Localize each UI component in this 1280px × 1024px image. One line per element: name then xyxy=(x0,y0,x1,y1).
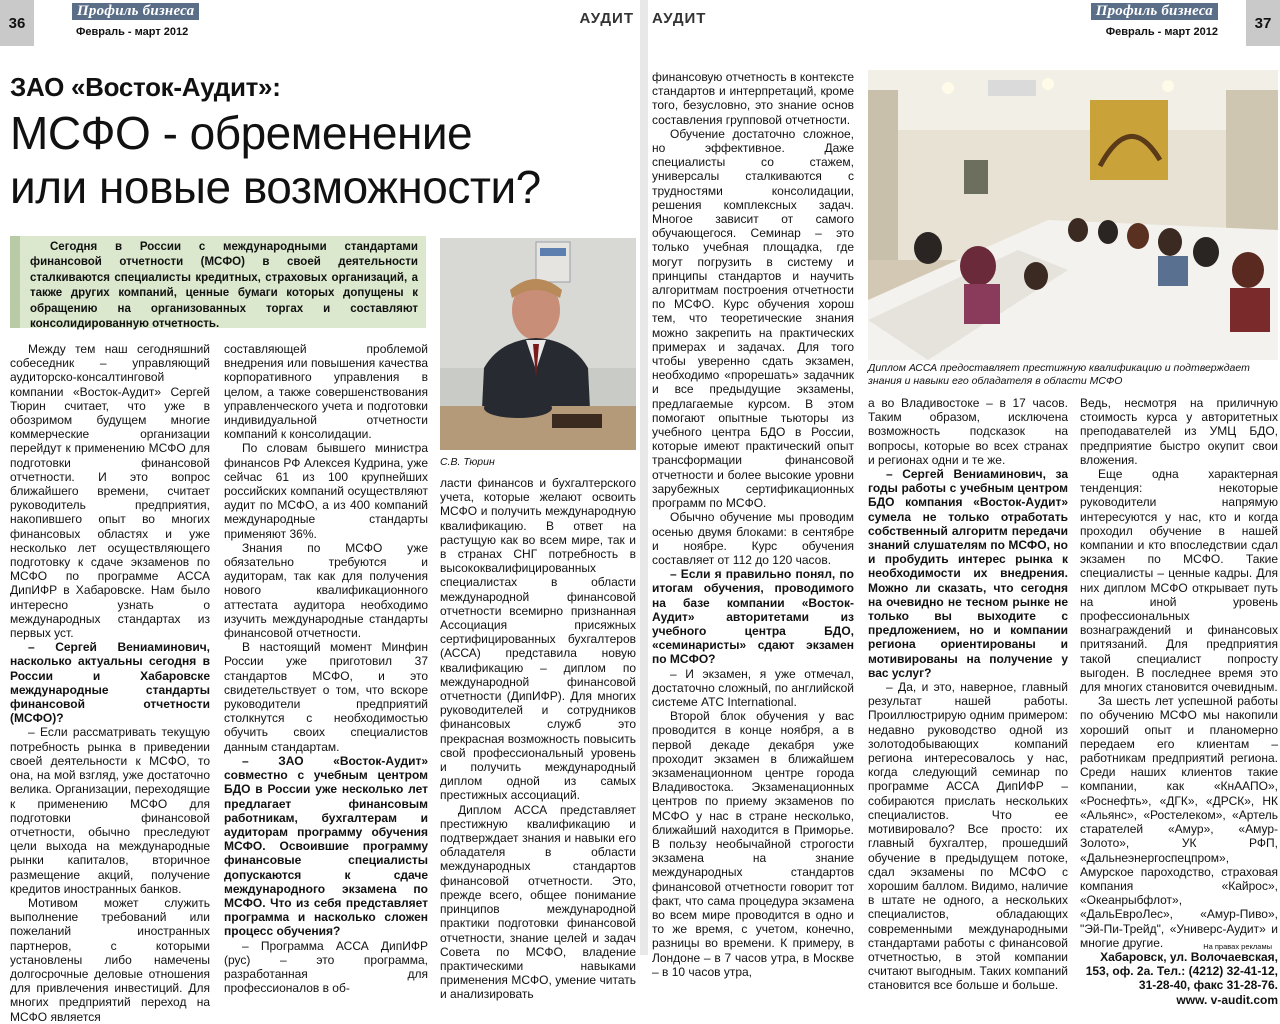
page-gutter xyxy=(640,0,648,955)
column-5 xyxy=(868,396,1068,993)
headline-line-2: или новые возможности? xyxy=(10,161,541,213)
paragraph: Обучение достаточно сложное, но эффективное. Даже специалисты со стажем, универсалы сталкиваются с трудностями консолидации, решения комплексных задач. Многое зависит от самого обучающегося. Семинар – это только учебная площадка, где могут погрузить в систему и принципы стандартов и научить алгоритмам построения отчетности по МСФО. Курс обучения хорош тем, что теоретические знания можно закрепить на практических примерах и задачах. Для того чтобы уверенно сдать экзамен, необходимо «прорешать» задачник и все предыдущие экзамены, предлагаемые курсом. В этом помогают опытные тьюторы из учебного центра БДО в России, которые имеют практический опыт трансформации финансовой отчетности и более высокие уровни зарубежных сертификационных программ по МСФО. xyxy=(652,126,854,511)
issue-date-right: Февраль - март 2012 xyxy=(1105,26,1218,38)
interview-question: – Сергей Вениаминович, за годы работы с учебным центром БДО компания «Восток-Аудит» сумела не только отработать собственный алгоритм передачи знаний слушателям по МСФО, но и пробудить интерес рынка к необходимости их внедрения. Можно ли сказать, что сегодня на очевидно не тесном рынке не только вы выходите с предложением, но и компании региона ориентированы и мотивированы на получение у вас услуг? xyxy=(868,467,1068,680)
interview-question: – ЗАО «Восток-Аудит» совместно с учебным центром БДО в России уже несколько лет предлагает финансовым работникам, бухгалтерам и аудиторам программу обучения МСФО. Освоившие программу финансовые специалисты допускаются к сдаче международного экзамена по МСФО. Что из себя представляет программа и насколько сложен процесс обучения? xyxy=(224,753,428,939)
paragraph: – Программа АССА ДипИФР (рус) – это программа, разработанная для профессионалов в об- xyxy=(224,938,428,996)
paragraph: ласти финансов и бухгалтерского учета, которые желают освоить МСФО и получить международную квалификацию. В ответ на растущую как во всем мире, так и в странах СНГ потребность в высококвалифицированных специалистах в области международной финансовой отчетности всемирно признанная Ассоциация присяжных сертифицированных бухгалтеров (АССА) представила новую квалификацию – диплом по международной финансовой отчетности (ДипИФР). Для многих руководителей и сотрудников финансовых служб это прекрасная возможность повысить свой профессиональный уровень и получить международный диплом одной из самых престижных ассоциаций. xyxy=(440,476,636,803)
left-page-number: 36 xyxy=(0,0,34,46)
paragraph: Обычно обучение мы проводим осенью двумя блоками: в сентябре и ноябре. Курс обучения составляет от 112 до 120 часов. xyxy=(652,510,854,567)
contact-website[interactable]: www. v-audit.com xyxy=(1176,992,1278,1007)
column-3 xyxy=(440,476,636,1002)
paragraph: Диплом АССА представляет престижную квалификацию и подтверждает знания и навыки его обладателя в области международных стандартов финансовой отчетности. Это, прежде всего, общее понимание принципов международной практики подготовки финансовой отчетности, знание целей и задач Совета по МСФО, владение практическими навыками применения МСФО, умение читать и анализировать xyxy=(440,802,636,1002)
paragraph: – Если рассматривать текущую потребность рынка в приведении своей деятельности к МСФО, то она, на мой взгляд, уже достаточно велика. Организации, переходящие к применению МСФО для подготовки финансовой отчетности, обычно преследуют цели выхода на международные рынки капиталов, вторичное размещение акций, получение кредитов иностранных банков. xyxy=(10,725,210,896)
column-2 xyxy=(224,342,428,996)
paragraph: – Да, и это, наверное, главный результат нашей работы. Проиллюстрирую одним примером: недавно руководство одной из золотодобывающих компаний региона интересовалось у нас, когда следующий семинар по программе АССА ДипИФР – собираются прислать нескольких специалистов. Что ее мотивировало? Все просто: их главный бухгалтер, прошедший обучение в предыдущем потоке, сдал экзамены по МСФО с хорошим баллом. Видимо, наличие в штате не одного, а нескольких специалистов, обладающих современными международными стандартами работы с финансовой отчетностью, в этой компании считают выгодным. Таких компаний становится все больше и больше. xyxy=(868,680,1068,993)
classroom-illustration xyxy=(868,70,1278,360)
contact-address: Хабаровск, ул. Волочаевская, xyxy=(1100,949,1278,964)
interview-question: – Сергей Вениаминович, насколько актуальны сегодня в России и Хабаровске международные стандарты финансовой отчетности (МСФО)? xyxy=(10,640,210,726)
right-page xyxy=(648,0,1280,1007)
paragraph: В настоящий момент Минфин России уже приготовил 37 стандартов МСФО, и это свидетельствует о том, что вскоре руководители предприятий столкнутся с необходимостью обучить своих специалистов данным стандартам. xyxy=(224,640,428,754)
paragraph: – И экзамен, я уже отмечал, достаточно сложный, по английской системе АТС International. xyxy=(652,666,854,709)
paragraph: Между тем наш сегодняшний собеседник – управляющий аудиторско-консалтинговой компании «Восток-Аудит» Сергей Тюрин считает, что уже в обозримом будущем многие коммерческие организации перейдут к применению МСФО для подготовки финансовой отчетности. И это вопрос ближайшего времени, считает руководитель предприятия, накопившего опыт во многих финансовых областях и уже несколько лет осуществляющего подготовку к сдаче экзаменов по МСФО по программе АССА ДипИФР в Хабаровске. Нам было интересно узнать о международных стандартах из первых уст. xyxy=(10,342,210,641)
company-contacts xyxy=(1080,950,1278,1007)
classroom-caption: Диплом АССА предоставляет престижную квалификацию и подтверждает знания и навыки его обладателя в области МСФО xyxy=(868,362,1250,387)
paragraph: Знания по МСФО уже обязательно требуются и аудиторам, так как для получения нового квалификационного аттестата аудитора необходимо изучить международные стандарты финансовой отчетности. xyxy=(224,540,428,641)
brand-logo-right: Профиль бизнеса xyxy=(1091,3,1218,20)
brand-logo-left: Профиль бизнеса xyxy=(72,3,199,20)
advertising-note: На правах рекламы xyxy=(1203,942,1272,951)
article-headline xyxy=(10,106,541,214)
paragraph: а во Владивостоке – в 17 часов. Таким образом, исключена возможность подсказок на вопросы, которые во всех странах и регионах одни и те же. xyxy=(868,396,1068,467)
classroom-photo xyxy=(868,70,1278,360)
paragraph: Еще одна характерная тенденция: некоторые руководители напрямую интересуются у нас, кто и когда проходил обучение в нашей компании и кто впоследствии сдал экзамен по МСФО. Такие специалисты – ценные кадры. Для них диплом МСФО открывает путь на иной уровень профессиональных вознаграждений и финансовых притязаний. Для предприятия такой специалист попросту выгоден. В последнее время это для многих становится очевидным. xyxy=(1080,467,1278,695)
paragraph: составляющей проблемой внедрения или повышения качества корпоративного управления в целом, а также совершенствования управленческого учета и подготовки индивидуальной отчетности компаний к консолидации. xyxy=(224,342,428,442)
paragraph: Второй блок обучения у вас проводится в конце ноября, а в первой декаде декабря уже проходит экзамен в ближайшем экзаменационном центре города Владивостока. Экзаменационных центров по приему экзаменов по МСФО у нас в стране несколько, ближайший находится в Приморье. В пользу необычайной строгости экзамена на знание международных стандартов финансовой отчетности говорит тот факт, что сама процедура экзамена во всем мире проводится в одно и то же время, с учетом, конечно, разницы во времени. К примеру, в Лондоне – в 7 часов утра, в Москве – в 10 часов утра, xyxy=(652,709,854,979)
contact-phones-fax: 31-28-40, факс 31-28-76. xyxy=(1138,978,1278,993)
section-label-right: АУДИТ xyxy=(652,10,707,27)
headline-line-1: МСФО - обременение xyxy=(10,107,473,159)
portrait-photo xyxy=(440,238,636,450)
paragraph: финансовую отчетность в контексте стандартов и интерпретаций, кроме того, безусловно, это знание основ составления групповой отчетности. xyxy=(652,70,854,127)
column-4 xyxy=(652,70,854,979)
contact-phones: 153, оф. 2а. Тел.: (4212) 32-41-12, xyxy=(1085,964,1278,979)
column-1 xyxy=(10,342,210,1024)
issue-date-left: Февраль - март 2012 xyxy=(76,26,189,38)
portrait-caption: С.В. Тюрин xyxy=(440,456,495,468)
lead-paragraph: Сегодня в России с международными стандартами финансовой отчетности (МСФО) в своей деятельности сталкиваются специалисты кредитных, страховых организаций, а также других компаний, ценные бумаги которых допущены к обращению на организованных торгах и составляют консолидированную отчетность. xyxy=(10,236,426,328)
interview-question: – Если я правильно понял, по итогам обучения, проводимого на базе компании «Восток-Аудит» авторитетами из учебного центра БДО, «семинаристы» сдают экзамен по МСФО? xyxy=(652,567,854,667)
section-label-left: АУДИТ xyxy=(579,10,634,27)
right-page-number: 37 xyxy=(1246,0,1280,46)
paragraph: Мотивом может служить выполнение требований или пожеланий иностранных партнеров, с которыми установлены либо намечены долгосрочные деловые отношения для привлечения инвестиций. Для многих предприятий переход на МСФО является xyxy=(10,895,210,1024)
paragraph: По словам бывшего министра финансов РФ Алексея Кудрина, уже сейчас 61 из 100 крупнейших российских компаний осуществляют аудит по МСФО, а из 400 компаний международные стандарты применяют 36%. xyxy=(224,441,428,541)
paragraph: Ведь, несмотря на приличную стоимость курса у авторитетных преподавателей из УМЦ БДО, предприятие быстро окупит свои вложения. xyxy=(1080,396,1278,467)
portrait-illustration xyxy=(440,238,636,450)
article-kicker: ЗАО «Восток-Аудит»: xyxy=(10,72,281,102)
paragraph: За шесть лет успешной работы по обучению МСФО мы накопили хороший опыт и планомерно передаем его клиентам – работникам предприятий региона. Среди наших клиентов такие компании, как «КнААПО», «Роснефть», «ДГК», «ДРСК», НК «Альянс», «Ростелеком», «Артель старателей «Амур», «Амур-Золото», УК РФП, «Дальнеэнергоспецпром», Амурское пароходство, страховая компания «Кайрос», «Океанрыбфлот», «ДальЕвроЛес», «Амур-Пиво», "Эй-Пи-Трейд", «Универс-Аудит» и многие другие. xyxy=(1080,694,1278,950)
